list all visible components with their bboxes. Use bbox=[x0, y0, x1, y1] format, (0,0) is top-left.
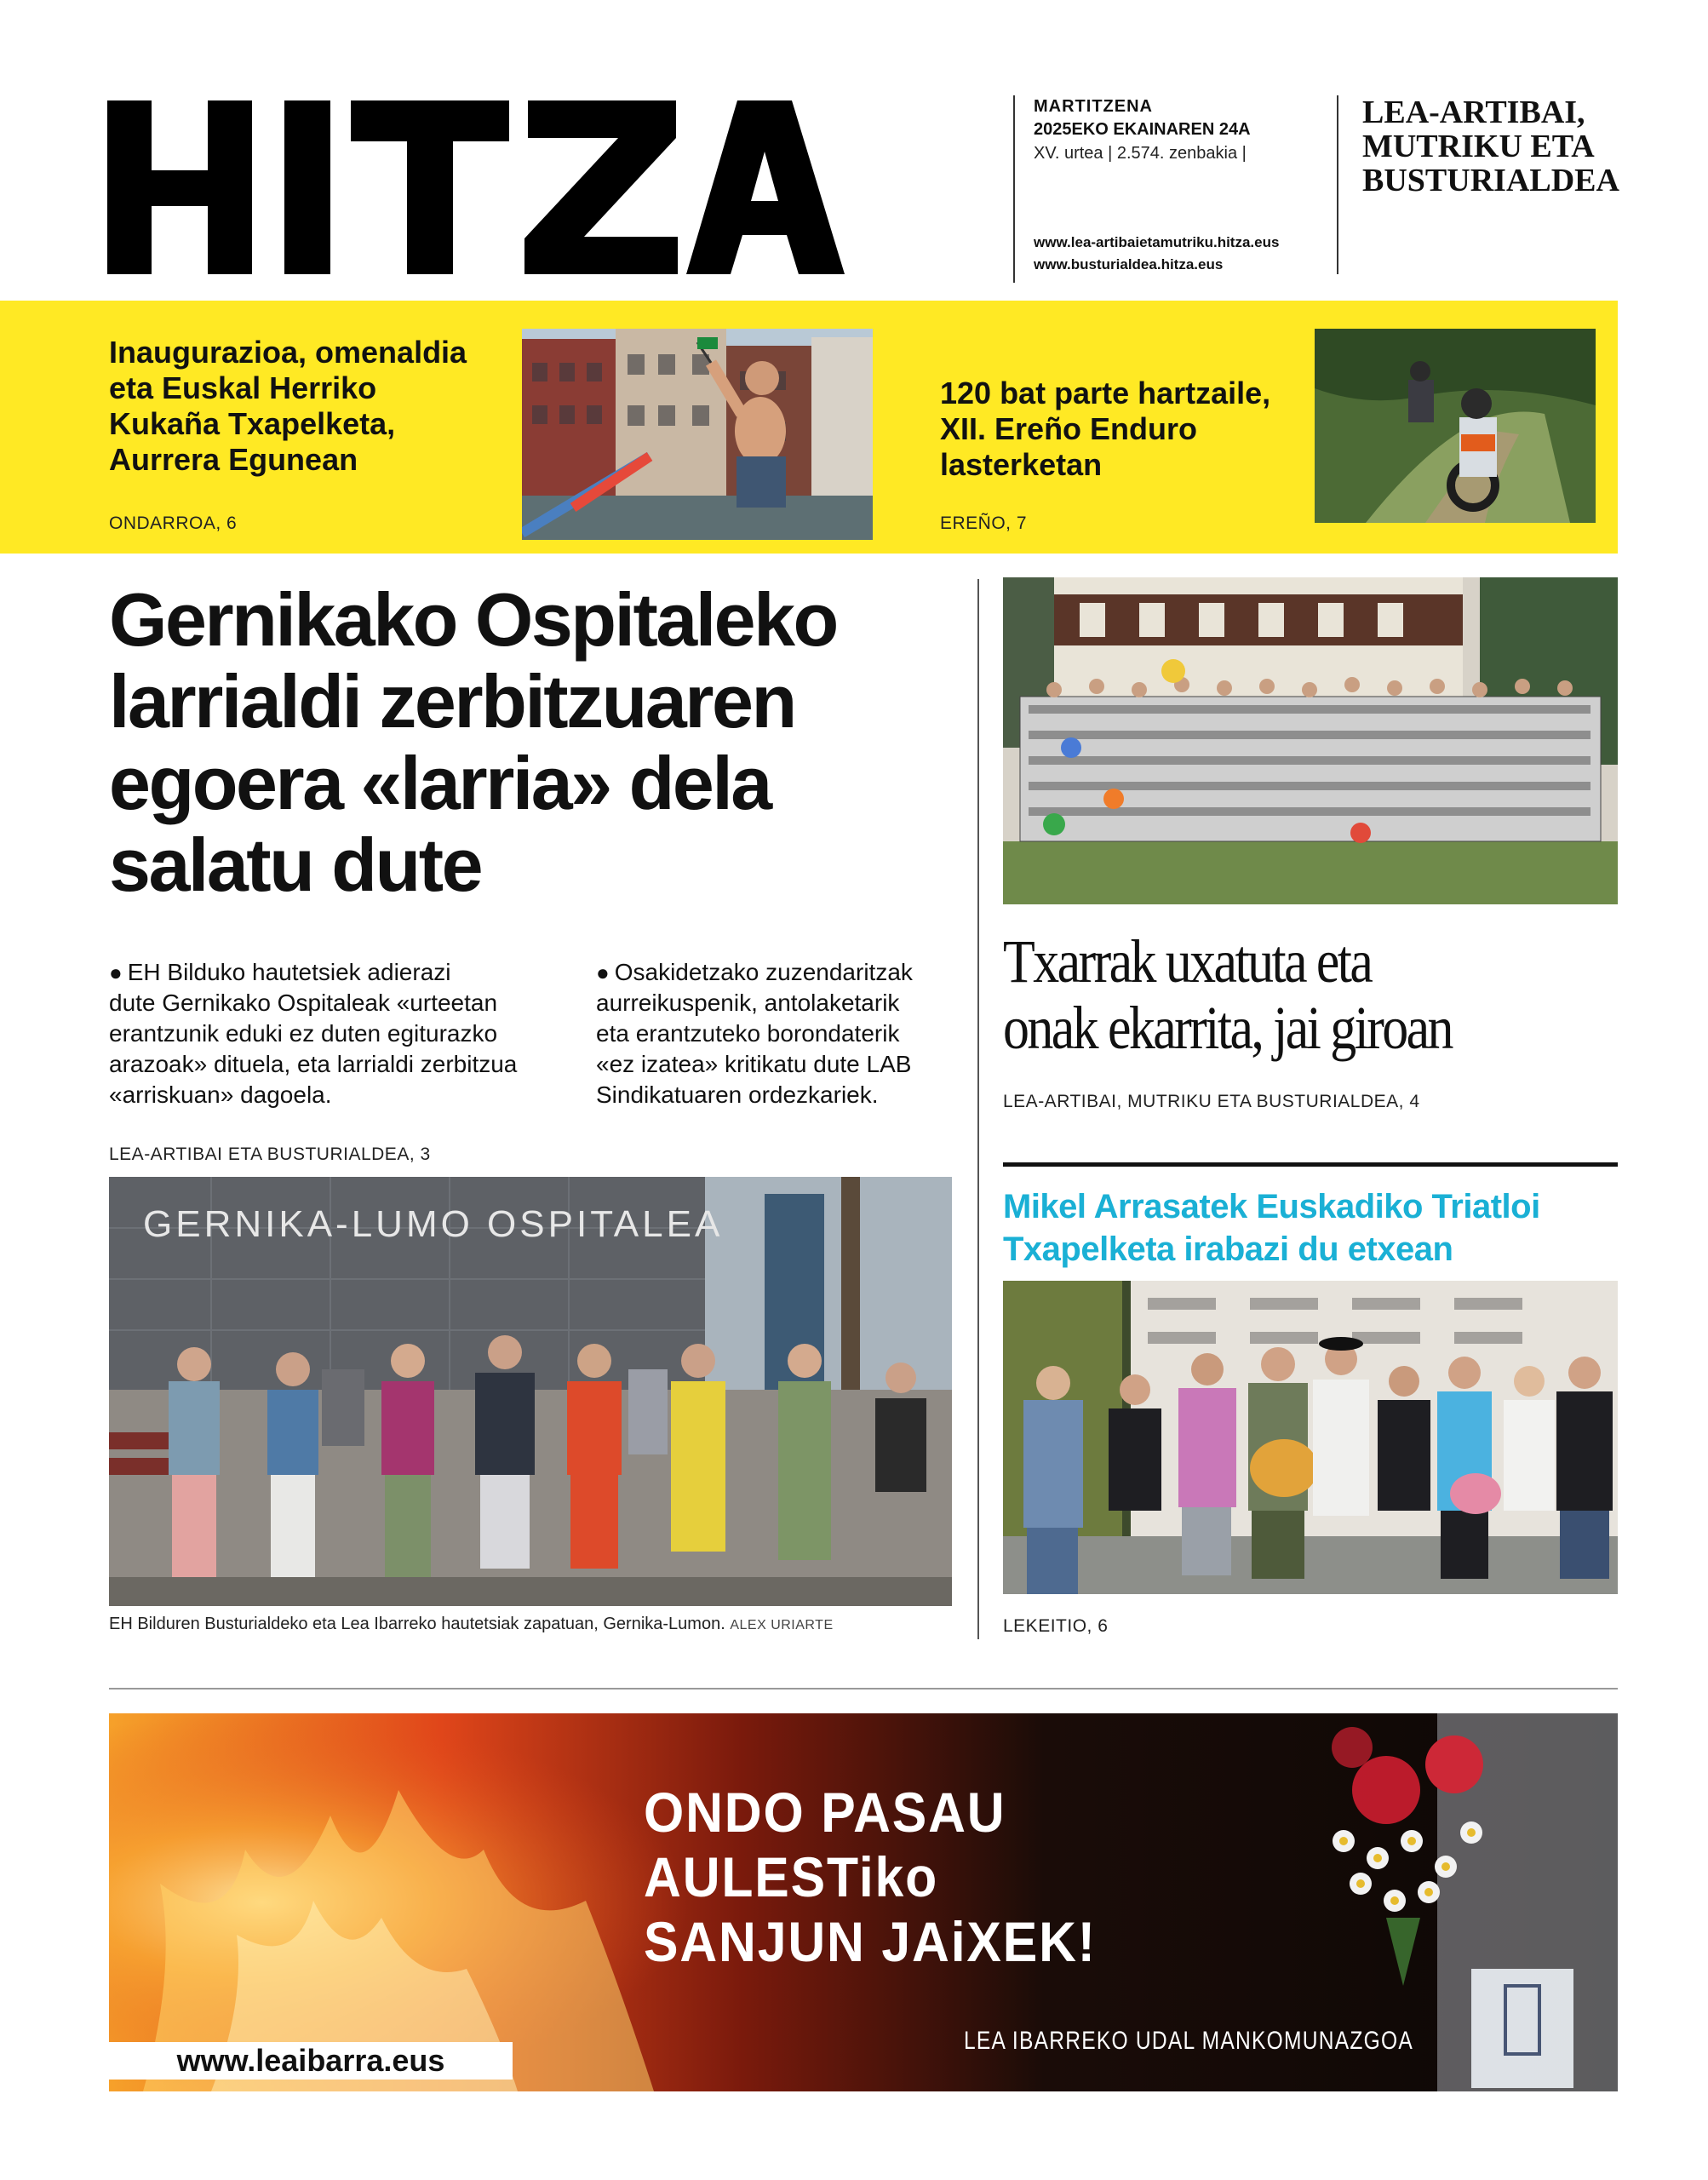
ad-line: AULESTiko bbox=[644, 1845, 939, 1908]
ad-website-link[interactable]: www.leaibarra.eus bbox=[109, 2042, 513, 2080]
headline-line: lasterketan bbox=[940, 447, 1103, 482]
bullet-line: aurreikuspenik, antolaketarik bbox=[596, 990, 900, 1016]
ad-line: ONDO PASAU bbox=[644, 1781, 1006, 1844]
ad-line: SANJUN JAiXEK! bbox=[644, 1910, 1097, 1973]
teaser-kicker-ereno[interactable]: EREÑO, 7 bbox=[940, 513, 1028, 533]
issue-number: XV. urtea | 2.574. zenbakia | bbox=[1034, 144, 1247, 163]
caption-text: EH Bilduren Busturialdeko eta Lea Ibarreko hautetsiak zapatuan, Gernika-Lumon. bbox=[109, 1615, 725, 1633]
headline-line: 120 bat parte hartzaile, bbox=[940, 376, 1271, 410]
bullet-line: erantzunik eduki ez duten egiturazko bbox=[109, 1020, 498, 1047]
bullet-icon: ● bbox=[109, 960, 123, 985]
hospital-sign: GERNIKA-LUMO OSPITALEA bbox=[143, 1203, 724, 1245]
headline-line: XII. Ereño Enduro bbox=[940, 411, 1198, 446]
edition-line: LEA-ARTIBAI, bbox=[1362, 95, 1585, 130]
main-headline[interactable] bbox=[109, 579, 960, 906]
bullet-line: dute Gernikako Ospitaleak «urteetan bbox=[109, 990, 498, 1016]
side-kicker-triathlon[interactable]: LEKEITIO, 6 bbox=[1003, 1616, 1109, 1636]
website-link-busturialdea[interactable]: www.busturialdea.hitza.eus bbox=[1034, 256, 1224, 272]
hospital-protest-photo bbox=[109, 1177, 952, 1606]
triathlon-podium-photo bbox=[1003, 1281, 1618, 1594]
teaser-kicker-ondarroa[interactable]: ONDARROA, 6 bbox=[109, 513, 238, 533]
headline-line: Kukaña Txapelketa, bbox=[109, 406, 396, 441]
issue-meta bbox=[1013, 95, 1320, 283]
bullet-line: eta erantzuteko borondaterik bbox=[596, 1020, 900, 1047]
bullet-line: EH Bilduko hautetsiek adierazi bbox=[127, 959, 451, 985]
bullet-icon: ● bbox=[596, 960, 610, 985]
side-kicker-festival[interactable]: LEA-ARTIBAI, MUTRIKU ETA BUSTURIALDEA, 4 bbox=[1003, 1092, 1420, 1111]
bullet-line: Sindikatuaren ordezkariek. bbox=[596, 1081, 879, 1108]
bullet-line: «ez izatea» kritikatu dute LAB bbox=[596, 1051, 912, 1077]
headline-line: Mikel Arrasatek Euskadiko Triatloi bbox=[1003, 1188, 1540, 1225]
headline-line: Aurrera Egunean bbox=[109, 442, 358, 477]
logo-text: HITZA bbox=[107, 95, 110, 96]
festival-group-photo bbox=[1003, 577, 1618, 904]
headline-line: eta Euskal Herriko bbox=[109, 370, 377, 405]
headline-line: egoera «larria» dela bbox=[109, 741, 771, 825]
teaser-band bbox=[0, 301, 1618, 554]
ad-organization: LEA IBARREKO UDAL MANKOMUNAZGOA bbox=[964, 2027, 1413, 2055]
section-rule bbox=[1003, 1162, 1618, 1167]
edition-line: MUTRIKU ETA bbox=[1362, 129, 1595, 164]
bullet-line: «arriskuan» dagoela. bbox=[109, 1081, 332, 1108]
issue-date: 2025EKO EKAINAREN 24A bbox=[1034, 120, 1251, 139]
enduro-photo bbox=[1315, 329, 1596, 523]
headline-line: Gernikako Ospitaleko bbox=[109, 577, 837, 662]
column-divider bbox=[977, 579, 979, 1639]
kukana-photo bbox=[522, 329, 873, 540]
teaser-headline-ereno[interactable] bbox=[940, 376, 1332, 483]
edition-line: BUSTURIALDEA bbox=[1362, 163, 1619, 198]
issue-day: MARTITZENA bbox=[1034, 97, 1153, 116]
teaser-headline-ondarroa[interactable] bbox=[109, 335, 535, 478]
main-bullet-1 bbox=[109, 957, 586, 1110]
side-headline-triathlon[interactable] bbox=[1003, 1185, 1618, 1271]
photo-caption bbox=[109, 1615, 834, 1634]
ad-separator bbox=[109, 1688, 1618, 1690]
advertisement-banner[interactable] bbox=[109, 1713, 1618, 2091]
ad-headline bbox=[644, 1780, 1349, 1974]
photo-credit: ALEX URIARTE bbox=[730, 1618, 834, 1632]
bullet-line: arazoak» dituela, eta larrialdi zerbitzua bbox=[109, 1051, 518, 1077]
edition-name bbox=[1337, 95, 1618, 274]
side-headline-festival[interactable] bbox=[1003, 928, 1538, 1061]
headline-line: larrialdi zerbitzuaren bbox=[109, 659, 795, 743]
hitza-logo bbox=[107, 95, 848, 278]
headline-line: Txarrak uxatuta eta bbox=[1003, 927, 1372, 995]
main-bullet-2 bbox=[596, 957, 962, 1110]
headline-line: Txapelketa irabazi du etxean bbox=[1003, 1231, 1453, 1268]
bullet-line: Osakidetzako zuzendaritzak bbox=[614, 959, 913, 985]
headline-line: onak ekarrita, jai giroan bbox=[1003, 994, 1452, 1062]
headline-line: Inaugurazioa, omenaldia bbox=[109, 335, 467, 370]
headline-line: salatu dute bbox=[109, 823, 482, 907]
website-link-lea-artibai[interactable]: www.lea-artibaietamutriku.hitza.eus bbox=[1034, 234, 1280, 250]
main-kicker[interactable]: LEA-ARTIBAI ETA BUSTURIALDEA, 3 bbox=[109, 1144, 431, 1164]
